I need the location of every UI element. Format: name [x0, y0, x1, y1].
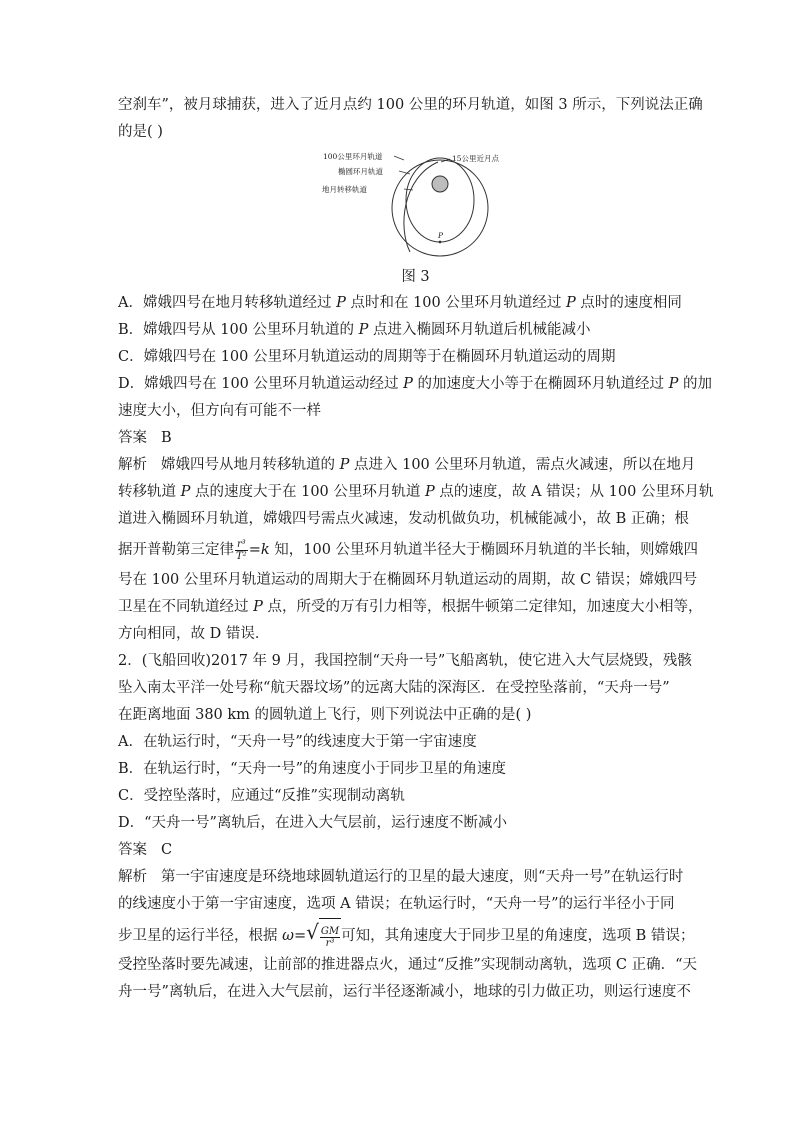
text: 点，所受的万有引力相等，根据牛顿第二定律知，加速度大小相等， — [262, 599, 703, 615]
text: 步卫星的运行半径，根据 — [118, 928, 283, 944]
leader-transfer — [404, 189, 413, 190]
sqrt-fraction — [320, 926, 340, 949]
text: 的加速度大小等于在椭圆环月轨道经过 — [412, 376, 669, 392]
label-p: P — [438, 231, 444, 240]
var-p: P — [358, 322, 369, 338]
q1-analysis-line-3: 道进入椭圆环月轨道，嫦娥四号需点火减速，发动机做负功，机械能减小，故 B 正确；根 — [118, 511, 689, 527]
text: 可知，其角速度大于同步卫星的角速度，选项 B 错误； — [341, 928, 695, 944]
q1-answer — [118, 425, 678, 452]
fraction-numerator: GM — [320, 925, 340, 937]
fraction-numerator: r³ — [236, 538, 246, 550]
var-p: P — [403, 376, 413, 392]
q1-analysis-line-6 — [118, 594, 703, 621]
equals-sign: = — [248, 542, 261, 558]
text: 的加 — [678, 376, 712, 392]
label-ellipse: 椭圆环月轨道 — [338, 167, 383, 176]
q1-option-a — [118, 290, 682, 317]
q1-option-c — [118, 344, 678, 371]
figure-caption: 图 3 — [401, 269, 430, 285]
answer-value: C — [161, 842, 173, 858]
text: 第一宇宙速度是环绕地球圆轨道运行的卫星的最大速度，则“天舟一号”在轨运行时 — [161, 869, 684, 885]
label-transfer: 地月转移轨道 — [322, 185, 367, 194]
q2-analysis-line-4: 受控坠落时要先减速，让前部的推进器点火，通过“反推”实现制动离轨，选项 C 正确．“天 — [118, 957, 698, 973]
analysis-label: 解析 — [118, 869, 147, 885]
q2-option-a: A．在轨运行时，“天舟一号”的线速度大于第一宇宙速度 — [118, 734, 477, 750]
q2-analysis-line-3 — [118, 918, 695, 952]
equals-sign: = — [293, 928, 307, 944]
text: 点进入椭圆环月轨道后机械能减小 — [368, 322, 591, 338]
q1-option-d-line-2: 速度大小，但方向有可能不一样 — [118, 403, 321, 419]
q2-stem-line-3: 在距离地面 380 km 的圆轨道上飞行，则下列说法中正确的是( ) — [118, 707, 532, 723]
q2-option-c: C．受控坠落时，应通过“反推”实现制动离轨 — [118, 788, 405, 804]
q1-analysis-line-7: 方向相同，故 D 错误． — [118, 626, 270, 642]
q1-analysis-line-2 — [118, 479, 714, 506]
answer-label: 答案 — [118, 430, 147, 446]
q2-analysis-line-2: 的线速度小于第一宇宙速度，选项 A 错误；在轨运行时，“天舟一号”的运行半径小于同 — [118, 896, 675, 912]
transfer-orbit — [404, 162, 438, 252]
q2-analysis-line-5: 舟一号”离轨后，在进入大气层前，运行半径逐渐减小，地球的引力做正功，则运行速度不 — [118, 984, 691, 1000]
document-body — [118, 92, 714, 1006]
var-p: P — [668, 376, 679, 392]
fraction-denominator: r³ — [325, 937, 335, 949]
text: 点的速度大于在 100 公里环月轨道 — [190, 484, 425, 500]
q1-option-d-line-1 — [118, 371, 712, 398]
text: 点的速度，故 A 错误；从 100 公里环月轨 — [434, 484, 714, 500]
q1-stem-line-1: 空刹车”，被月球捕获，进入了近月点约 100 公里的环月轨道，如图 3 所示，下列说法正确 — [118, 97, 703, 113]
text: 据开普勒第三定律 — [118, 542, 234, 558]
text: B．嫦娥四号从 100 公里环月轨道的 — [118, 322, 359, 338]
var-p: P — [339, 457, 350, 473]
orbit-diagram — [318, 148, 518, 258]
kepler-fraction — [235, 539, 248, 562]
var-p: P — [336, 295, 346, 311]
var-omega: ω — [282, 928, 294, 944]
text: 点时的速度相同 — [575, 295, 682, 311]
fraction-denominator: T² — [236, 550, 247, 562]
sqrt-expression — [306, 918, 341, 954]
analysis-label: 解析 — [118, 457, 147, 473]
text: 嫦娥四号从地月转移轨道的 — [161, 457, 340, 473]
var-p: P — [253, 599, 263, 615]
q1-analysis-line-1 — [118, 452, 696, 479]
var-p: P — [180, 484, 191, 500]
var-k: k — [260, 542, 270, 558]
point-p — [439, 241, 442, 244]
q2-analysis-line-1 — [118, 864, 684, 891]
label-circ100: 100公里环月轨道 — [323, 152, 383, 161]
q2-option-d: D．“天舟一号”离轨后，在进入大气层前，运行速度不断减小 — [118, 815, 507, 831]
figure-3 — [118, 148, 678, 266]
q2-answer — [118, 837, 678, 864]
answer-value: B — [161, 430, 172, 446]
radicand — [319, 918, 341, 954]
q2-option-b: B．在轨运行时，“天舟一号”的角速度小于同步卫星的角速度 — [118, 761, 506, 777]
q1-analysis-line-5: 号在 100 公里环月轨道运动的周期大于在椭圆环月轨道运动的周期，故 C 错误；嫦娥四号 — [118, 572, 698, 588]
leader-circ100 — [394, 156, 404, 160]
q1-option-b — [118, 317, 678, 344]
var-p: P — [425, 484, 435, 500]
q1-analysis-line-4 — [118, 533, 699, 567]
q2-stem-line-2: 坠入南太平洋一处号称“航天器坟场”的远离大陆的深海区．在受控坠落前，“天舟一号” — [118, 680, 670, 696]
text: A．嫦娥四号在地月转移轨道经过 — [118, 295, 337, 311]
text: 点时和在 100 公里环月轨道经过 — [345, 295, 566, 311]
text: 点进入 100 公里环月轨道，需点火减速，所以在地月 — [349, 457, 696, 473]
answer-label: 答案 — [118, 842, 147, 858]
text: D．嫦娥四号在 100 公里环月轨道运动经过 — [118, 376, 404, 392]
text: C．嫦娥四号在 100 公里环月轨道运动的周期等于在椭圆环月轨道运动的周期 — [118, 349, 616, 365]
text: 转移轨道 — [118, 484, 181, 500]
text: 卫星在不同轨道经过 — [118, 599, 254, 615]
label-near-point: 15公里近月点 — [452, 154, 500, 163]
q2-stem-line-1: 2．(飞船回收)2017 年 9 月，我国控制“天舟一号”飞船离轨，使它进入大气层烧毁，残骸 — [118, 653, 692, 669]
text: 知，100 公里环月轨道半径大于椭圆环月轨道的半长轴，则嫦娥四 — [269, 542, 699, 558]
var-p: P — [565, 295, 576, 311]
radical-icon: √ — [306, 920, 319, 944]
q1-stem-line-2: 的是( ) — [118, 124, 163, 140]
moon — [432, 176, 448, 192]
elliptical-orbit — [406, 158, 474, 242]
